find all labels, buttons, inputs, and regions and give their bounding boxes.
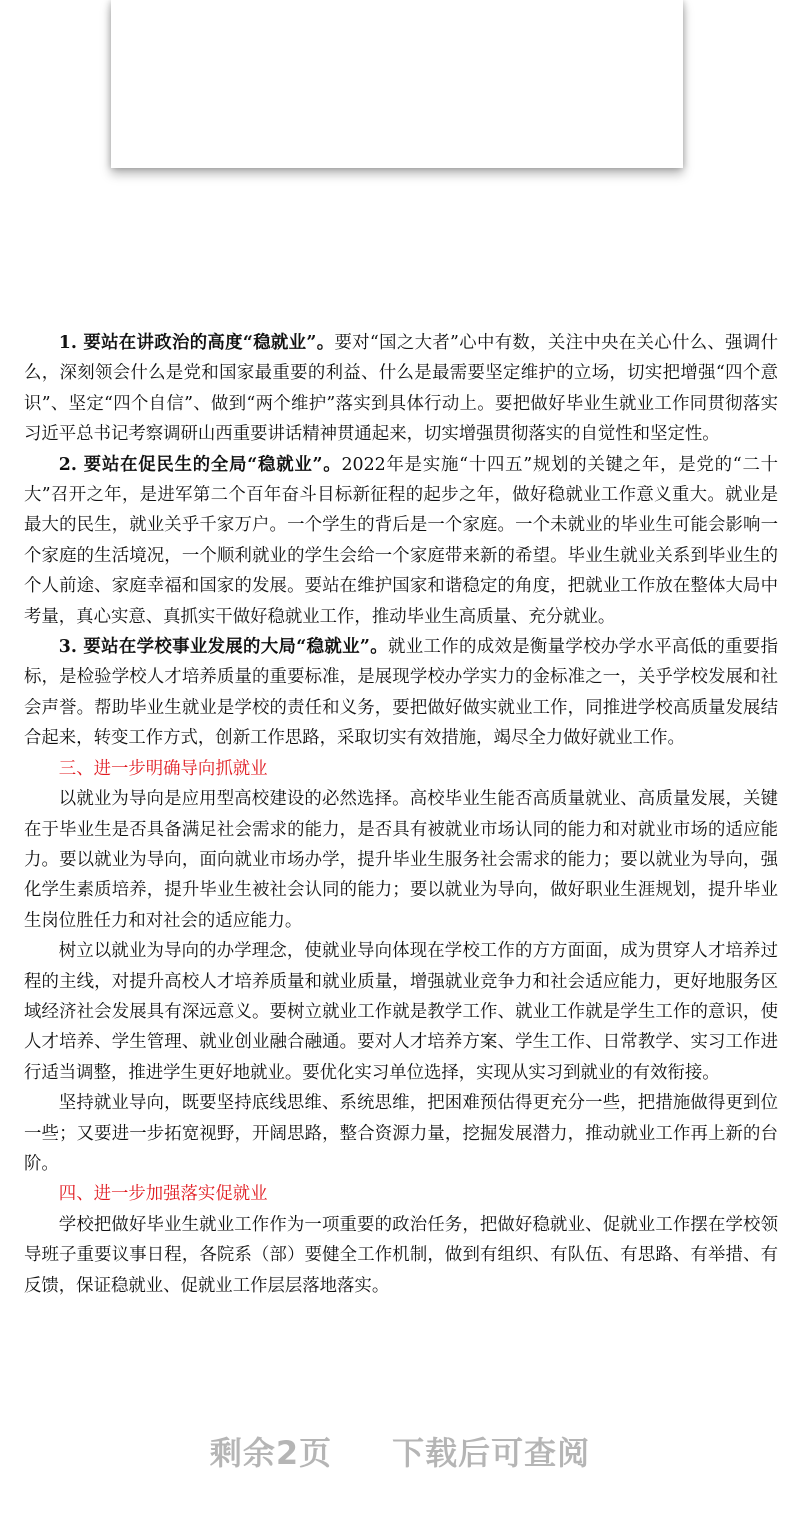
section-heading-3: 三、进一步明确导向抓就业 <box>58 758 268 779</box>
section-heading-4: 四、进一步加强落实促就业 <box>58 1184 268 1205</box>
paragraph-lead: 2. 要站在促民生的全局“稳就业”。 <box>58 454 342 475</box>
paragraph-1 <box>24 328 778 450</box>
paragraph-text: 2022年是实施“十四五”规划的关键之年，是党的“二十大”召开之年，是进军第二个百年奋斗目标新征程的起步之年，做好稳就业工作意义重大。就业是最大的民生，就业关乎千家万户。一个学生的背后是一个家庭。一个未就业的毕业生可能会影响一个家庭的生活境况，一个顺利就业的学生会给一个家庭带来新的希望。毕业生就业关系到毕业生的个人前途、家庭幸福和国家的发展。要站在维护国家和谐稳定的角度，把就业工作放在整体大局中考量，真心实意、真抓实干做好稳就业工作，推动毕业生高质量、充分就业。 <box>24 454 778 627</box>
paragraph-lead: 1. 要站在讲政治的高度“稳就业”。 <box>58 333 335 353</box>
download-to-read-text: 下载后可查阅 <box>392 1434 591 1472</box>
remaining-pages-text: 剩余2页 <box>209 1434 333 1472</box>
preview-page-card <box>111 0 683 168</box>
section3-paragraph-2: 树立以就业为导向的办学理念，使就业导向体现在学校工作的方方面面，成为贯穿人才培养过程的主线，对提升高校人才培养质量和就业质量，增强就业竞争力和社会适应能力，更好地服务区域经济社会发展具有深远意义。要树立就业工作就是教学工作、就业工作就是学生工作的意识，使人才培养、学生管理、就业创业融合融通。要对人才培养方案、学生工作、日常教学、实习工作进行适当调整，推进学生更好地就业。要优化实习单位选择，实现从实习到就业的有效衔接。 <box>24 941 778 1083</box>
section3-paragraph-3: 坚持就业导向，既要坚持底线思维、系统思维，把困难预估得更充分一些，把措施做得更到位一些；又要进一步拓宽视野，开阔思路，整合资源力量，挖掘发展潜力，推动就业工作再上新的台阶。 <box>24 1093 778 1174</box>
remaining-pages-banner[interactable] <box>0 1428 800 1474</box>
section3-paragraph-1: 以就业为导向是应用型高校建设的必然选择。高校毕业生能否高质量就业、高质量发展，关键在于毕业生是否具备满足社会需求的能力，是否具有被就业市场认同的能力和对就业市场的适应能力。要以就业为导向，面向就业市场办学，提升毕业生服务社会需求的能力；要以就业为导向，强化学生素质培养，提升毕业生被社会认同的能力；要以就业为导向，做好职业生涯规划，提升毕业生岗位胜任力和对社会的适应能力。 <box>24 789 778 931</box>
section4-paragraph-1: 学校把做好毕业生就业工作作为一项重要的政治任务，把做好稳就业、促就业工作摆在学校领导班子重要议事日程，各院系（部）要健全工作机制，做到有组织、有队伍、有思路、有举措、有反馈，保证稳就业、促就业工作层层落地落实。 <box>24 1214 778 1296</box>
paragraph-text: 就业工作的成效是衡量学校办学水平高低的重要指标，是检验学校人才培养质量的重要标准，是展现学校办学实力的金标准之一，关乎学校发展和社会声誉。帮助毕业生就业是学校的责任和义务，要把做好做实就业工作，同推进学校高质量发展结合起来，转变工作方式，创新工作思路，采取切实有效措施，竭尽全力做好就业工作。 <box>24 637 778 749</box>
document-body <box>24 328 778 1301</box>
paragraph-3 <box>24 632 778 754</box>
paragraph-lead: 3. 要站在学校事业发展的大局“稳就业”。 <box>58 637 388 658</box>
paragraph-2 <box>24 450 778 632</box>
paragraph-text: 要对“国之大者”心中有数，关注中央在关心什么、强调什么，深刻领会什么是党和国家最重要的利益、什么是最需要坚定维护的立场，切实把增强“四个意识”、坚定“四个自信”、做到“两个维护”落实到具体行动上。要把做好毕业生就业工作同贯彻落实习近平总书记考察调研山西重要讲话精神贯通起来，切实增强贯彻落实的自觉性和坚定性。 <box>24 333 778 445</box>
